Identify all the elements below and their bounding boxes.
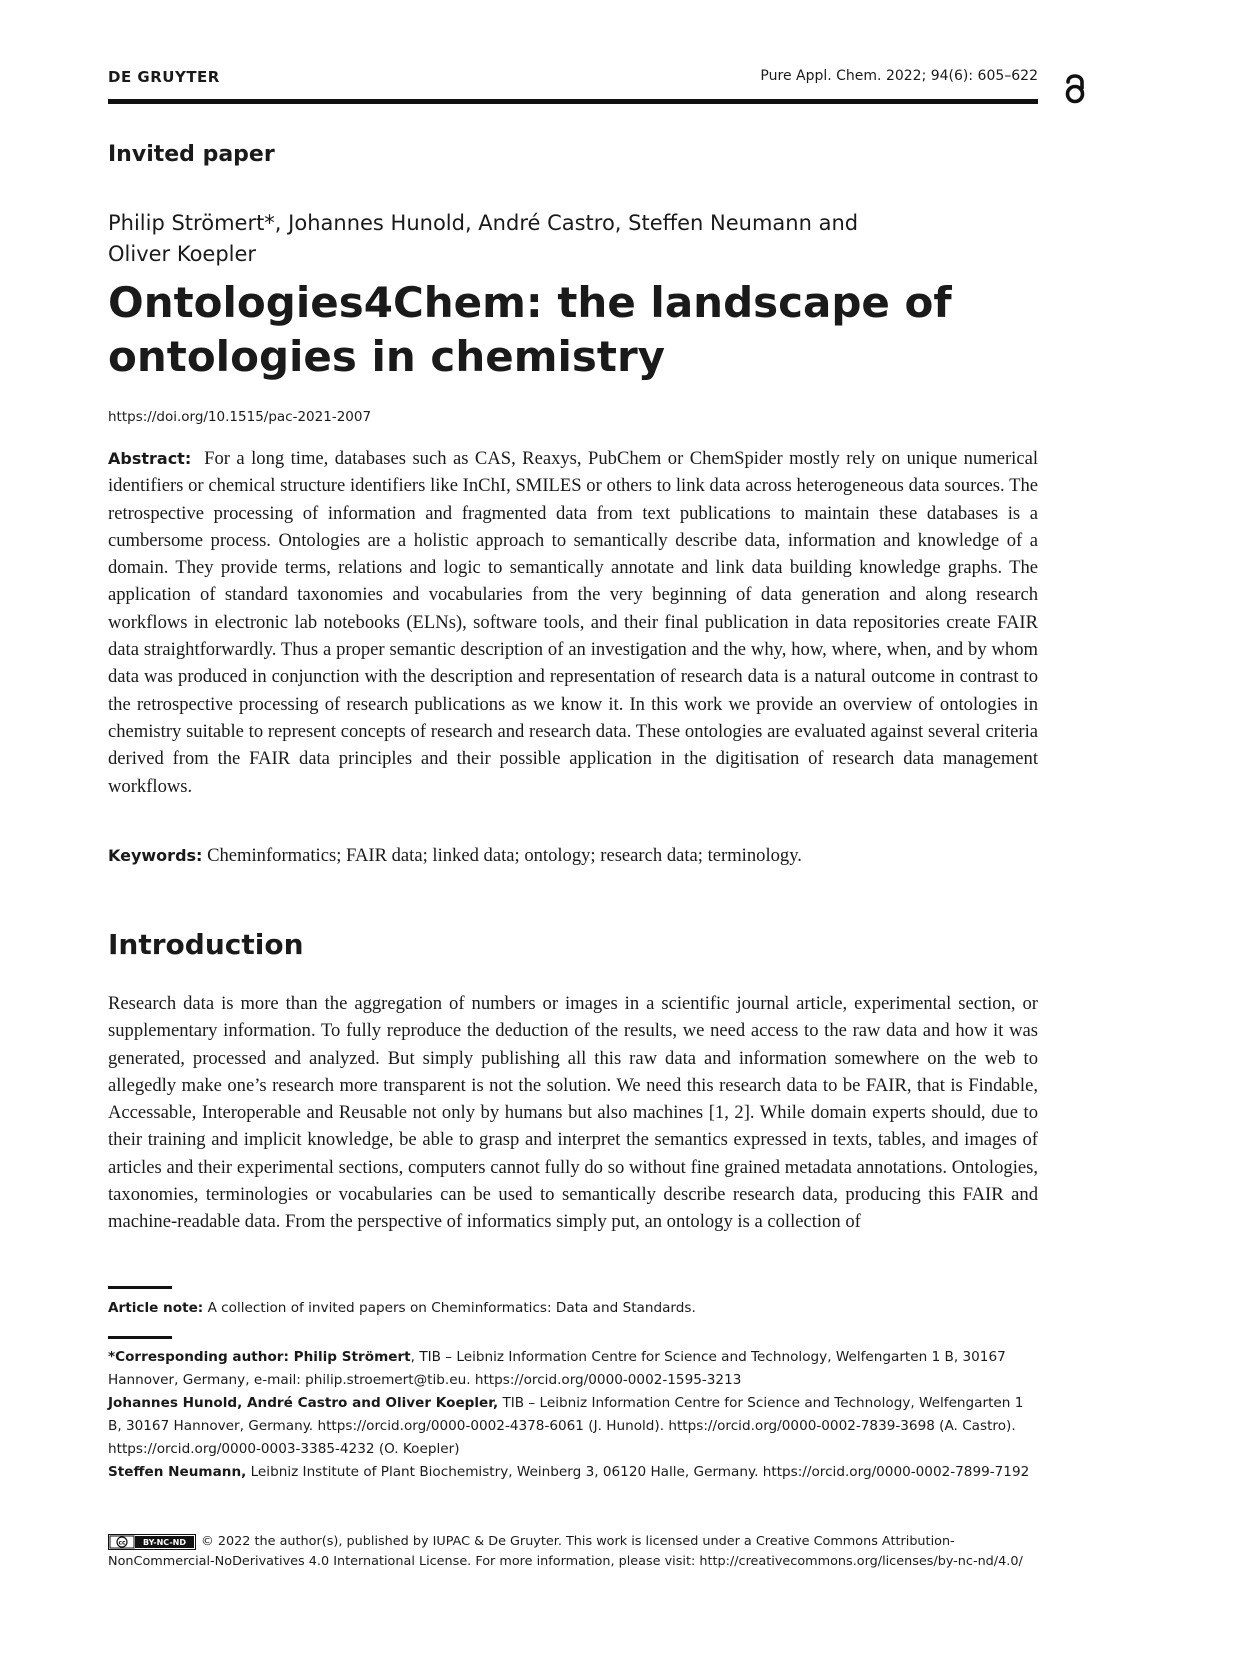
affiliation-ipb-label: Steffen Neumann, — [108, 1464, 247, 1480]
corresponding-label: *Corresponding author: Philip Strömert — [108, 1349, 411, 1365]
svg-text:cc: cc — [118, 1539, 126, 1546]
corresponding-text: , TIB – Leibniz Information Centre for Science and Technology, Welfengarten 1 B, 30167 Hannover, Germany, e-mail: philip.stroemert@tib.eu. https://orcid.org/0000-0002-1595-3213 — [108, 1349, 1006, 1388]
introduction-paragraph: Research data is more than the aggregation of numbers or images in a scientific journal article, experimental section, or supplementary information. To fully reproduce the deduction of the results, we need access to the raw data and how it was generated, processed and analyzed. But simply publishing all this raw data and information somewhere on the web to allegedly make one’s research more transparent is not the solution. We need this research data to be FAIR, that is Findable, Accessable, Interoperable and Reusable not only by humans but also machines [1, 2]. While domain experts should, due to their training and implicit knowledge, be able to grasp and interpret the semantics expressed in texts, tables, and images of articles and their experimental sections, computers cannot fully do so without fine grained metadata annotations. Ontologies, taxonomies, terminologies or vocabularies can be used to semantically describe research data, producing this FAIR and machine-readable data. From the perspective of informatics simply put, an ontology is a collection of — [108, 993, 1038, 1233]
author-affiliations — [108, 1346, 1038, 1484]
license-text: © 2022 the author(s), published by IUPAC & De Gruyter. This work is licensed under a Creative Commons Attribution-NonCommercial-NoDerivatives 4.0 International License. For more information, please visit: http://creativecommons.org/licenses/by-nc-nd/4.0/ — [108, 1534, 1023, 1569]
running-header — [108, 64, 1038, 104]
title-line-1: Ontologies4Chem: the landscape of — [108, 278, 952, 327]
abstract-text: For a long time, databases such as CAS, Reaxys, PubChem or ChemSpider mostly rely on unique numerical identifiers or chemical structure identifiers like InChI, SMILES or others to link data across heterogeneous data sources. The retrospective processing of information and fragmented data from text publications to maintain these databases is a cumbersome process. Ontologies are a holistic approach to semantically describe data, information and knowledge of a domain. They provide terms, relations and logic to semantically annotate and link data building knowledge graphs. The application of standard taxonomies and vocabularies from the very beginning of data generation and along research workflows in electronic lab notebooks (ELNs), software tools, and their final publication in data repositories create FAIR data straightforwardly. Thus a proper semantic description of an investigation and the why, how, where, when, and by whom data was produced in conjunction with the description and representation of research data is a natural outcome in contrast to the retrospective processing of research publications as we know it. In this work we provide an overview of ontologies in chemistry suitable to represent concepts of research and research data. These ontologies are evaluated against several criteria derived from the FAIR data principles and their possible application in the digitisation of research data management workflows. — [108, 448, 1039, 797]
section-heading-introduction: Introduction — [108, 928, 304, 961]
publisher-name: DE GRUYTER — [108, 68, 220, 86]
affiliation-tib-label: Johannes Hunold, André Castro and Oliver Koepler, — [108, 1395, 499, 1411]
author-list — [108, 208, 1008, 270]
journal-citation: Pure Appl. Chem. 2022; 94(6): 605–622 — [760, 68, 1038, 84]
affiliation-ipb-text: Leibniz Institute of Plant Biochemistry, Weinberg 3, 06120 Halle, Germany. https://orcid.org/0000-0002-7899-7192 — [246, 1464, 1030, 1480]
cc-by-nc-nd-badge[interactable] — [108, 1534, 196, 1550]
authors-line-2: Oliver Koepler — [108, 242, 257, 266]
abstract-label: Abstract: — [108, 449, 192, 468]
header-rule — [108, 99, 1038, 104]
title-line-2: ontologies in chemistry — [108, 332, 666, 381]
open-access-icon — [1062, 70, 1088, 104]
keywords — [108, 842, 1038, 869]
paper-title — [108, 276, 1008, 384]
affiliation-tib — [108, 1392, 1038, 1461]
paper-type: Invited paper — [108, 142, 275, 167]
authors-line-1: Philip Strömert*, Johannes Hunold, André Castro, Steffen Neumann and — [108, 211, 859, 235]
article-note-label: Article note: — [108, 1300, 204, 1316]
footnote-rule — [108, 1336, 172, 1339]
affiliation-tib-text: TIB – Leibniz Information Centre for Science and Technology, Welfengarten 1 B, 30167 Hannover, Germany. https://orcid.org/0000-0002-4378-6061 (J. Hunold). https://orcid.org/0000-0002-7839-3698 (A. Castro). https://orcid.org/0000-0003-3385-4232 (O. Koepler) — [108, 1395, 1024, 1457]
abstract — [108, 445, 1038, 800]
doi-link[interactable]: https://doi.org/10.1515/pac-2021-2007 — [108, 409, 372, 425]
footnote-rule — [108, 1286, 172, 1289]
license-notice — [108, 1532, 1038, 1572]
cc-badge-label: BY-NC-ND — [142, 1537, 187, 1547]
affiliation-ipb — [108, 1461, 1038, 1484]
corresponding-author — [108, 1346, 1038, 1392]
article-note-text: A collection of invited papers on Cheminformatics: Data and Standards. — [207, 1300, 696, 1316]
article-note — [108, 1297, 1038, 1320]
keywords-label: Keywords: — [108, 846, 203, 865]
keywords-text: Cheminformatics; FAIR data; linked data; ontology; research data; terminology. — [207, 845, 802, 866]
